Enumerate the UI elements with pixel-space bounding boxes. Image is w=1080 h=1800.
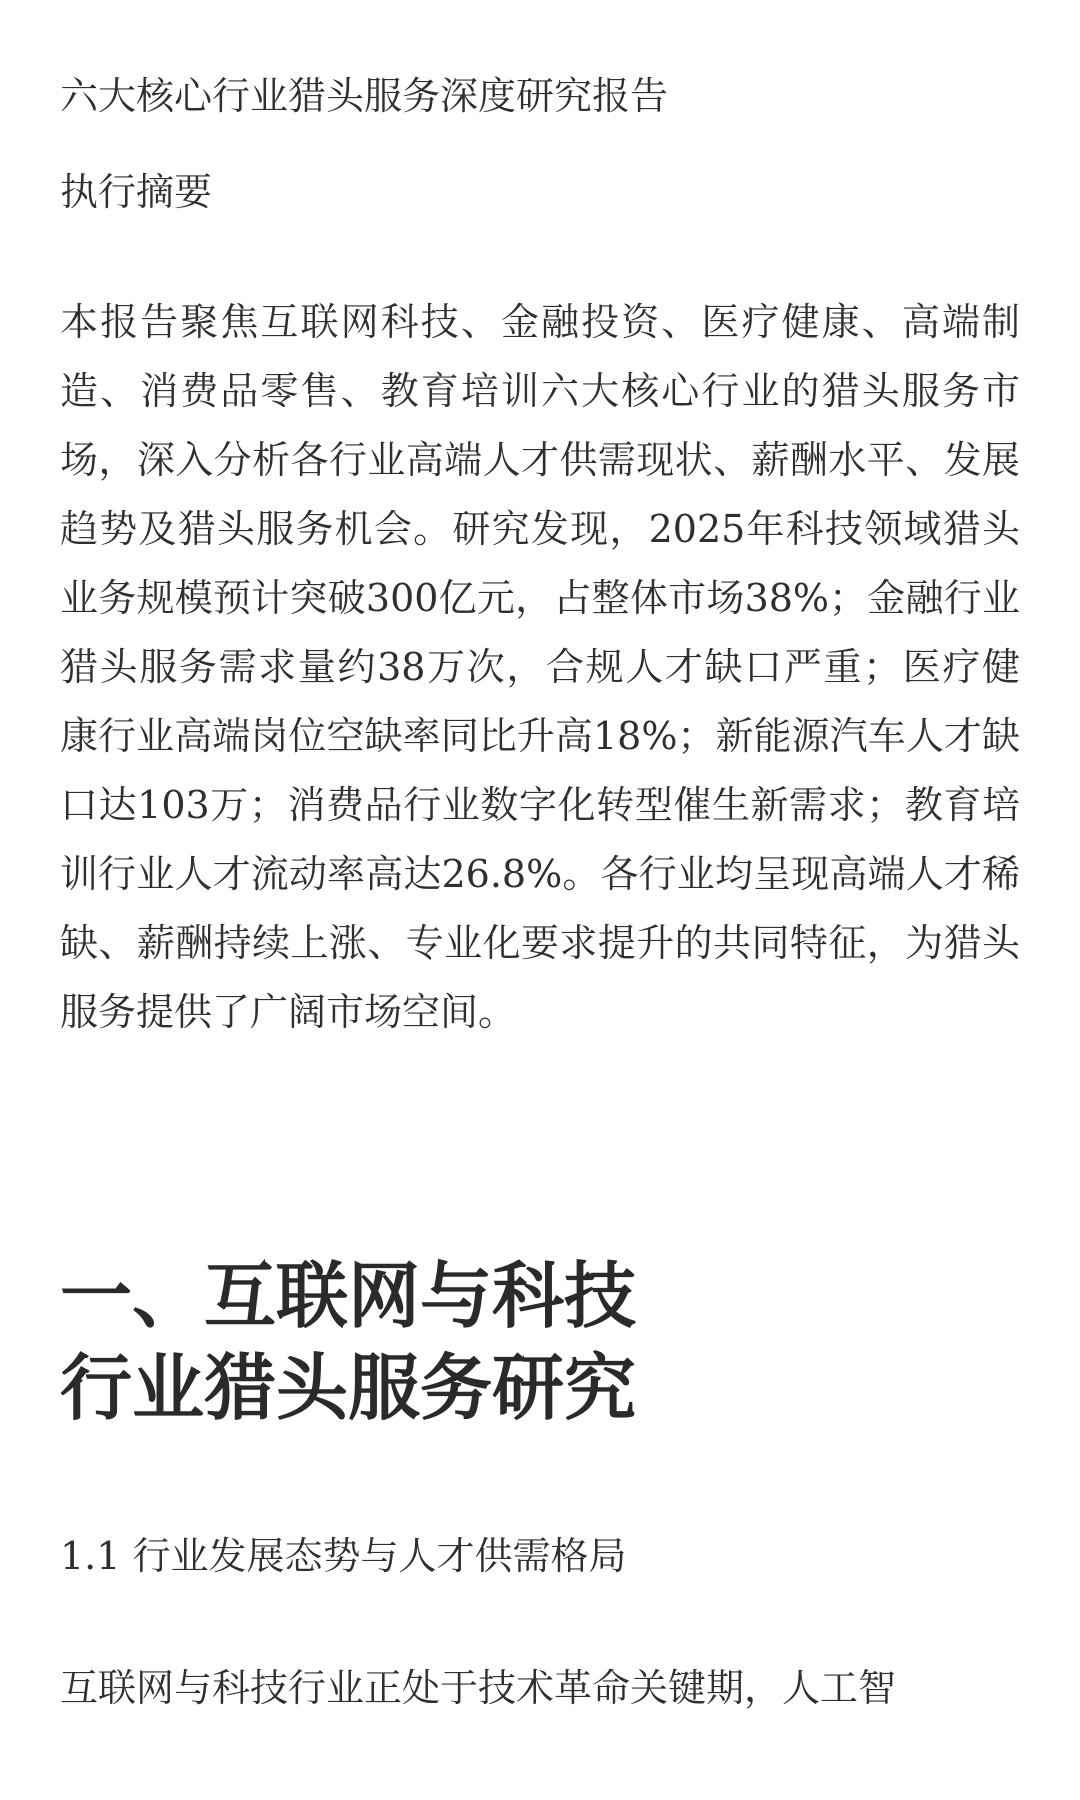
- subsection-title: 1.1 行业发展态势与人才供需格局: [60, 1534, 627, 1578]
- executive-summary-paragraph: 本报告聚焦互联网科技、金融投资、医疗健康、高端制造、消费品零售、教育培训六大核心行业的猎头服务市场，深入分析各行业高端人才供需现状、薪酬水平、发展趋势及猎头服务机会。研究发现，2025年科技领域猎头业务规模预计突破300亿元，占整体市场38%；金融行业猎头服务需求量约38万次，合规人才缺口严重；医疗健康行业高端岗位空缺率同比升高18%；新能源汽车人才缺口达103万；消费品行业数字化转型催生新需求；教育培训行业人才流动率高达26.8%。各行业均呈现高端人才稀缺、薪酬持续上涨、专业化要求提升的共同特征，为猎头服务提供了广阔市场空间。: [60, 300, 1020, 1034]
- chapter-heading-line-2: 行业猎头服务研究: [60, 1345, 637, 1430]
- chapter-heading-line-1: 一、互联网与科技: [60, 1253, 637, 1338]
- body-paragraph-start: 互联网与科技行业正处于技术革命关键期，人工智: [60, 1666, 897, 1710]
- executive-summary-heading: 执行摘要: [60, 170, 213, 214]
- document-title: 六大核心行业猎头服务深度研究报告: [60, 74, 669, 118]
- chapter-heading: [60, 1250, 1020, 1434]
- document-page: [60, 0, 1020, 1800]
